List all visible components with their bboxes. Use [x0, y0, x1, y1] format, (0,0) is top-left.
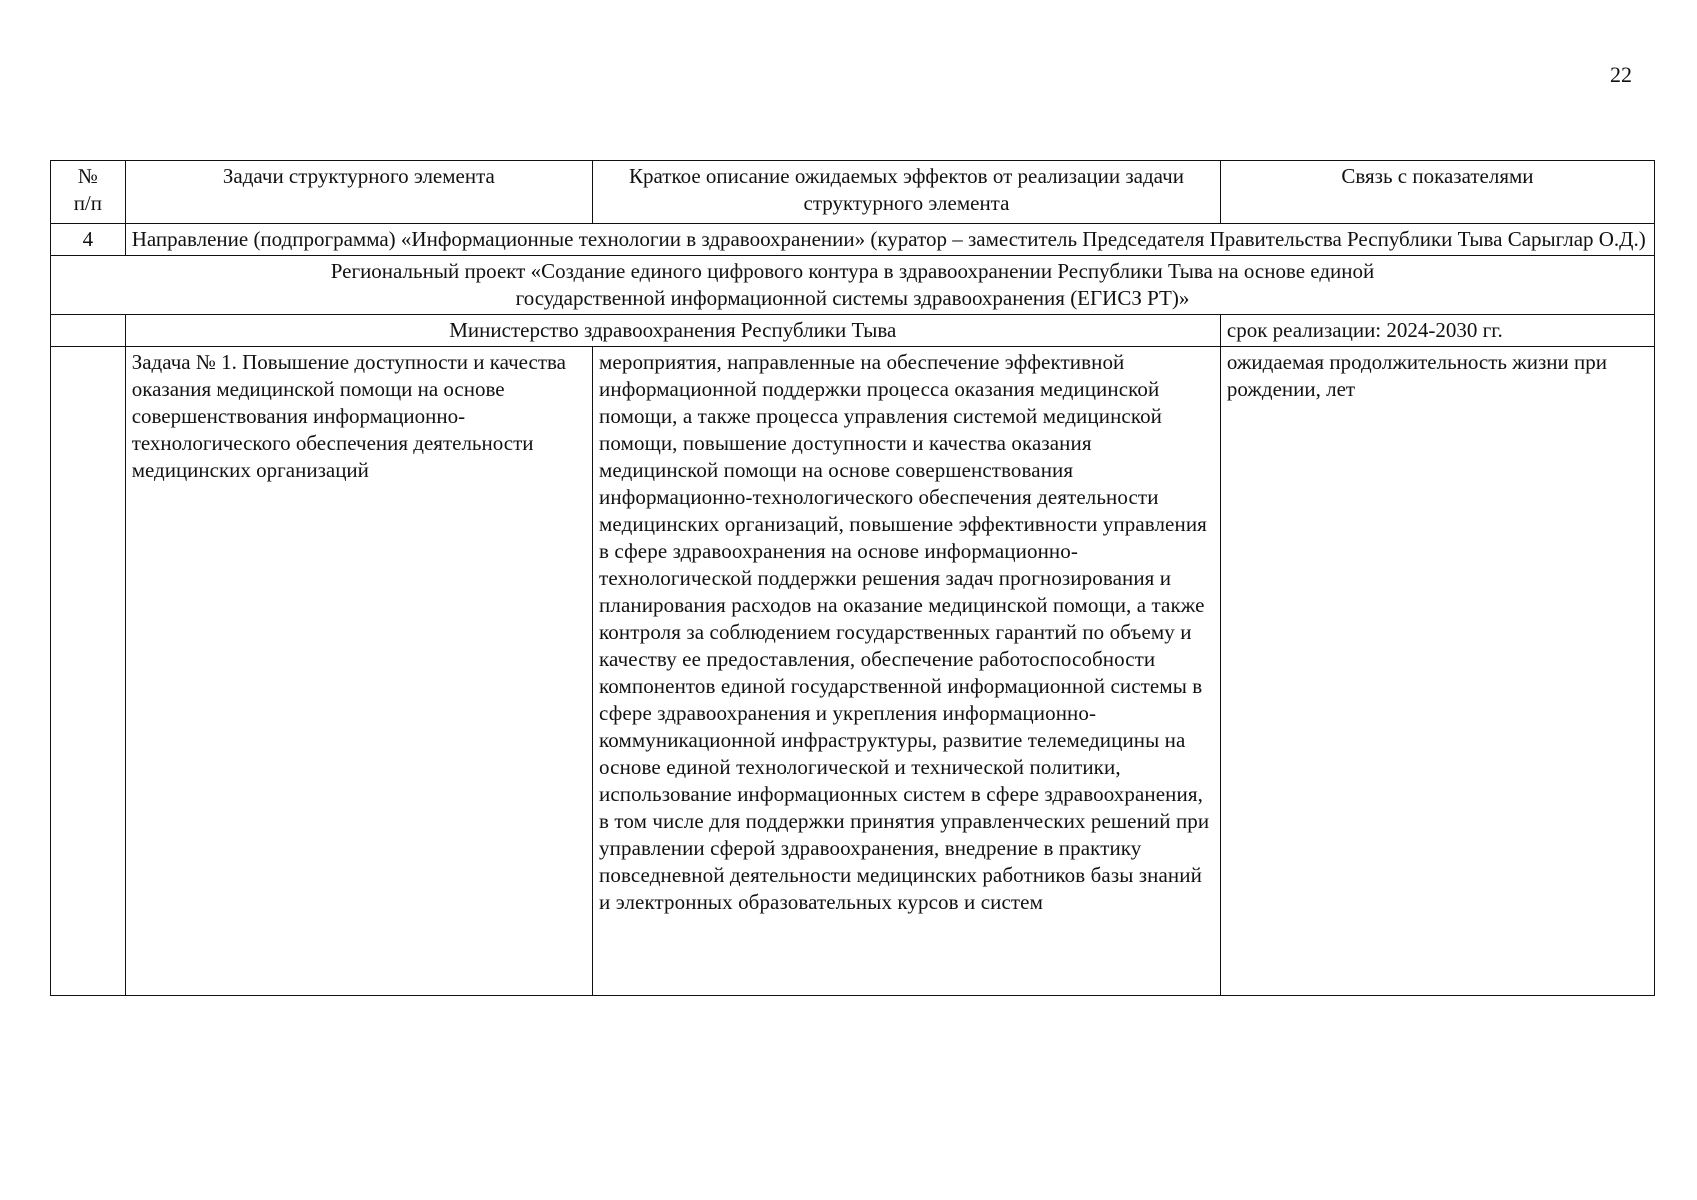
direction-num: 4: [51, 224, 126, 256]
direction-text: Направление (подпрограмма) «Информационные технологии в здравоохранении» (куратор – заместитель Председателя Правительства Республики Тыва Сарыглар О.Д.): [125, 224, 1654, 256]
task-indicator-text: ожидаемая продолжительность жизни при рождении, лет: [1220, 347, 1654, 996]
header-row: [51, 161, 1655, 224]
responsible-empty-cell: [51, 315, 126, 347]
task-text: Задача № 1. Повышение доступности и качества оказания медицинской помощи на основе совершенствования информационно-технологического обеспечения деятельности медицинских организаций: [125, 347, 592, 996]
header-tasks: Задачи структурного элемента: [125, 161, 592, 224]
structural-element-table: [50, 160, 1655, 996]
task-effect-text: мероприятия, направленные на обеспечение эффективной информационной поддержки процесса оказания медицинской помощи, а также процесса управления системой медицинской помощи, повышение доступности и качества оказания медицинской помощи на основе совершенствования информационно-технологического обеспечения деятельности медицинских организаций, повышение эффективности управления в сфере здравоохранения на основе информационно-технологической поддержки решения задач прогнозирования и планирования расходов на оказание медицинской помощи, а также контроля за соблюдением государственных гарантий по объему и качеству ее предоставления, обеспечение работоспособности компонентов единой государственной информационной системы в сфере здравоохранения и укрепления информационно-коммуникационной инфраструктуры, развитие телемедицины на основе единой технологической и технической политики, использование информационных систем в сфере здравоохранения, в том числе для поддержки принятия управленческих решений при управлении сферой здравоохранения, внедрение в практику повседневной деятельности медицинских работников базы знаний и электронных образовательных курсов и систем: [593, 347, 1221, 996]
header-effects: Краткое описание ожидаемых эффектов от реализации задачи структурного элемента: [593, 161, 1221, 224]
project-text: Региональный проект «Создание единого цифрового контура в здравоохранении Республики Тыва на основе единой государственной информационной системы здравоохранения (ЕГИСЗ РТ)»: [51, 256, 1655, 315]
header-indicators: Связь с показателями: [1220, 161, 1654, 224]
header-num: № п/п: [51, 161, 126, 224]
responsible-ministry: Министерство здравоохранения Республики Тыва: [125, 315, 1220, 347]
task-num-cell: [51, 347, 126, 996]
responsible-term: срок реализации: 2024-2030 гг.: [1220, 315, 1654, 347]
task-row: [51, 347, 1655, 996]
page-number: 22: [1610, 62, 1632, 87]
project-row: [51, 256, 1655, 315]
direction-row: [51, 224, 1655, 256]
responsible-row: [51, 315, 1655, 347]
